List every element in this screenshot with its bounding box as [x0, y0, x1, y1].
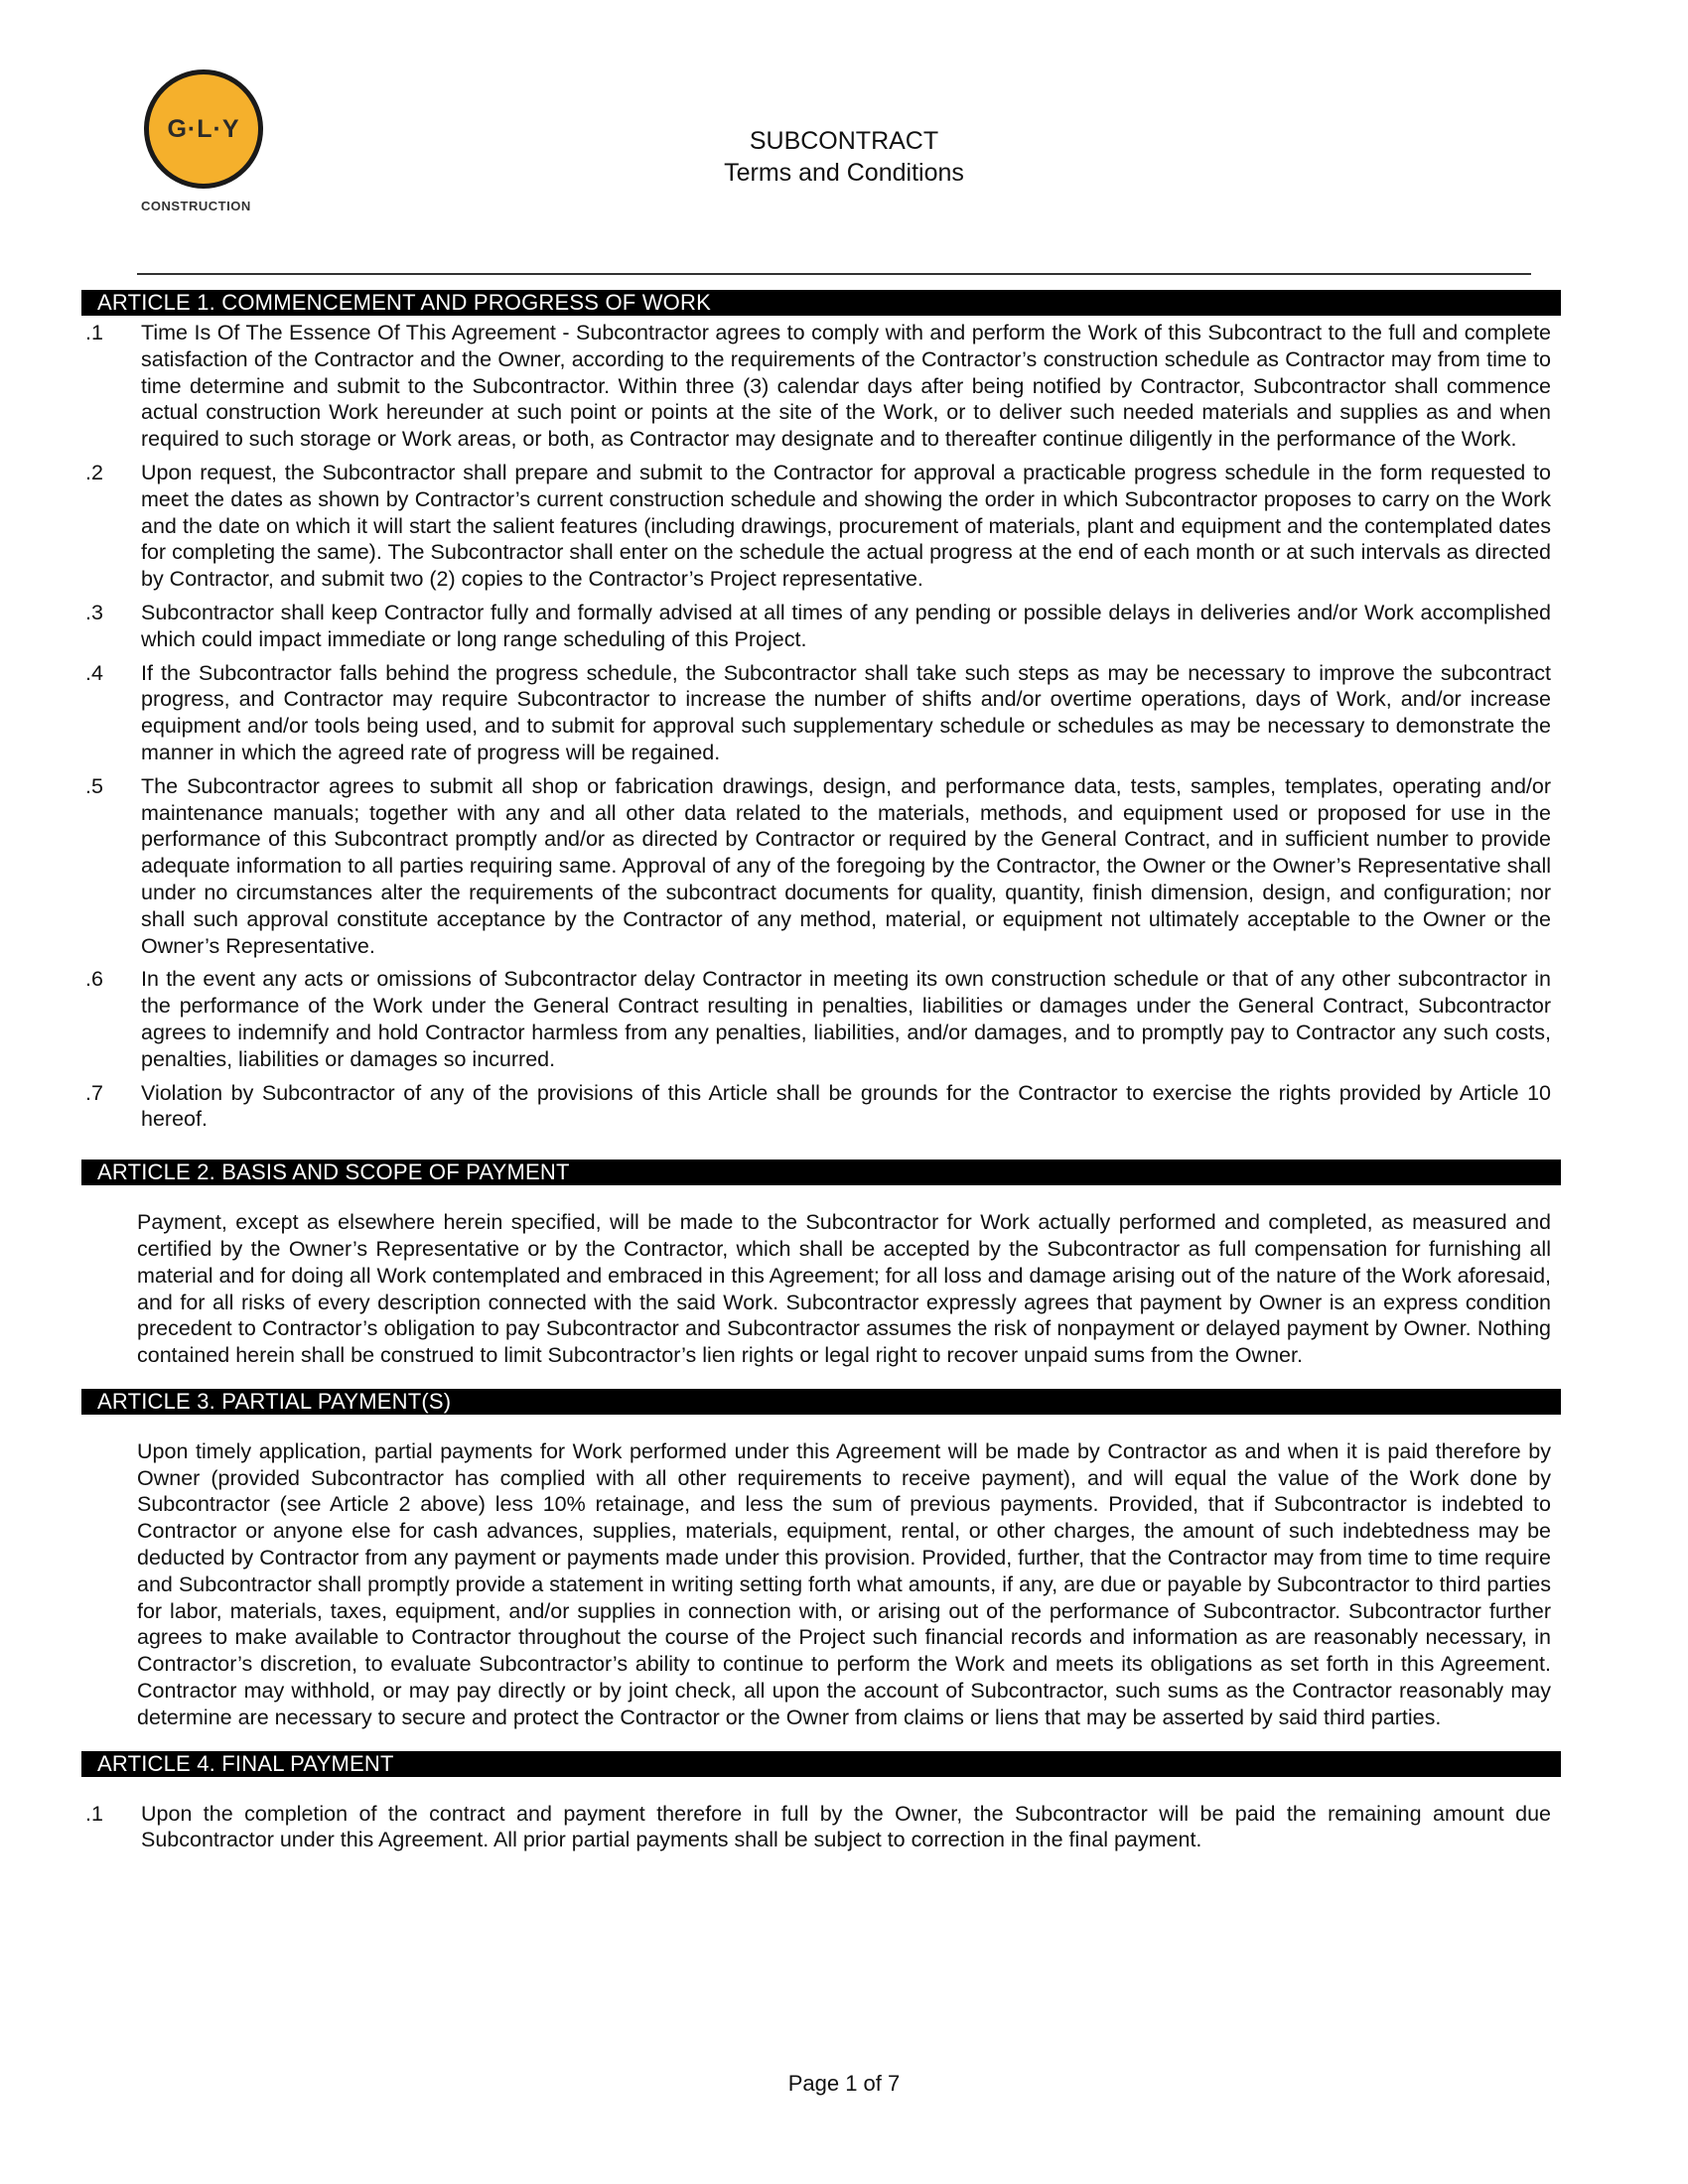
- spacer: [81, 1781, 1561, 1801]
- article-1-item-4: [81, 660, 1561, 766]
- article-1-item-3: [81, 600, 1561, 653]
- document-title: SUBCONTRACT: [749, 127, 939, 155]
- item-text: In the event any acts or omissions of Subcontractor delay Contractor in meeting its own construction schedule or that of any other subcontractor in the performance of the Work under the General Contract resulting in penalties, liabilities or damages under the General Contract, Subcontractor agrees to indemnify and hold Contractor harmless from any penalties, liabilities, and/or damages, and to promptly pay to Contractor any such costs, penalties, liabilities or damages so incurred.: [141, 967, 1551, 1071]
- article-4-heading: ARTICLE 4. FINAL PAYMENT: [81, 1751, 1561, 1777]
- item-number: .1: [85, 1801, 103, 1826]
- item-text: Subcontractor shall keep Contractor fully and formally advised at all times of any pending or possible delays in deliveries and/or Work accomplished which could impact immediate or long range scheduling of this Project.: [141, 600, 1551, 651]
- page-number: Page 1 of 7: [787, 2071, 901, 2096]
- article-2-heading: ARTICLE 2. BASIS AND SCOPE OF PAYMENT: [81, 1160, 1561, 1185]
- spacer: [81, 1369, 1561, 1389]
- spacer: [81, 1189, 1561, 1209]
- article-1-item-1: [81, 320, 1561, 453]
- logo-company-name: CONSTRUCTION: [141, 199, 251, 213]
- document-body: [81, 290, 1561, 1860]
- item-number: .1: [85, 321, 103, 344]
- spacer: [81, 1731, 1561, 1751]
- item-text: Violation by Subcontractor of any of the provisions of this Article shall be grounds for the Contractor to exercise the rights provided by Article 10 hereof.: [141, 1080, 1551, 1132]
- article-3-paragraph: Upon timely application, partial payments for Work performed under this Agreement will be made by Contractor as and when it is paid therefore by Owner (provided Subcontractor has complied with all other requirements to receive payment), and will equal the value of the Work done by Subcontractor (see Article 2 above) less 10% retainage, and less the sum of previous payments. Provided, that if Subcontractor is indebted to Contractor or anyone else for cash advances, supplies, materials, equipment, rental, or other charges, the amount of such indebtedness may be deducted by Contractor from any payment or payments made under this provision. Provided, further, that the Contractor may from time to time require and Subcontractor shall promptly provide a statement in writing setting forth what amounts, if any, are due or payable by Subcontractor to third parties for labor, materials, taxes, equipment, and/or supplies in connection with, or arising out of the performance of Subcontractor. Subcontractor further agrees to make available to Contractor throughout the course of the Project such financial records and information as are reasonably necessary, in Contractor’s discretion, to evaluate Subcontractor’s ability to continue to perform the Work and meets its obligations as set forth in this Agreement. Contractor may withhold, or may pay directly or by joint check, all upon the account of Subcontractor, such sums as the Contractor reasonably may determine are necessary to secure and protect the Contractor or the Owner from claims or liens that may be asserted by said third parties.: [137, 1438, 1551, 1729]
- document-subtitle: Terms and Conditions: [724, 159, 964, 187]
- article-1-item-5: [81, 773, 1561, 960]
- spacer: [81, 1140, 1561, 1160]
- article-1-item-7: [81, 1080, 1561, 1134]
- logo-initials: G·L·Y: [167, 114, 240, 143]
- header-divider: [137, 273, 1531, 275]
- article-3-heading: ARTICLE 3. PARTIAL PAYMENT(S): [81, 1389, 1561, 1415]
- item-number: .5: [85, 773, 103, 798]
- item-text: Time Is Of The Essence Of This Agreement - Subcontractor agrees to comply with and perform the Work of this Subcontract to the full and complete satisfaction of the Contractor and the Owner, according to the requirements of the Contractor’s construction schedule as Contractor may from time to time determine and submit to the Subcontractor. Within three (3) calendar days after being notified by Contractor, Subcontractor shall commence actual construction Work hereunder at such point or points at the site of the Work, or to deliver such needed materials and supplies as and when required to such storage or Work areas, or both, as Contractor may designate and to thereafter continue diligently in the performance of the Work.: [141, 321, 1551, 452]
- article-1-item-6: [81, 966, 1561, 1072]
- item-text: The Subcontractor agrees to submit all shop or fabrication drawings, design, and performance data, tests, samples, templates, operating and/or maintenance manuals; together with any and all other data related to the materials, methods, and equipment used or proposed for use in the performance of this Subcontract promptly and/or as directed by Contractor or required by the General Contract, and in sufficient number to provide adequate information to all parties requiring same. Approval of any of the foregoing by the Contractor, the Owner or the Owner’s Representative shall under no circumstances alter the requirements of the subcontract documents for quality, quantity, finish dimension, design, and configuration; nor shall such approval constitute acceptance by the Contractor of any method, material, or equipment not ultimately acceptable to the Owner or the Owner’s Representative.: [141, 773, 1551, 958]
- article-1-item-2: [81, 460, 1561, 593]
- item-number: .2: [85, 460, 103, 484]
- item-number: .3: [85, 600, 103, 624]
- item-number: .6: [85, 967, 103, 992]
- item-text: Upon request, the Subcontractor shall prepare and submit to the Contractor for approval a practicable progress schedule in the form requested to meet the dates as shown by Contractor’s current construction schedule and showing the order in which Subcontractor proposes to carry on the Work and the date on which it will start the salient features (including drawings, procurement of materials, plant and equipment and the contemplated dates for completing the same). The Subcontractor shall enter on the schedule the actual progress at the end of each month or at such intervals as directed by Contractor, and submit two (2) copies to the Contractor’s Project representative.: [141, 460, 1551, 592]
- article-4-item-1: [81, 1801, 1561, 1854]
- item-number: .7: [85, 1080, 103, 1105]
- item-text: If the Subcontractor falls behind the progress schedule, the Subcontractor shall take such steps as may be necessary to improve the subcontract progress, and Contractor may require Subcontractor to increase the number of shifts and/or overtime operations, days of Work, and/or increase equipment and/or tools being used, and to submit for approval such supplementary schedule or schedules as may be necessary to demonstrate the manner in which the agreed rate of progress will be regained.: [141, 660, 1551, 764]
- article-2-paragraph: Payment, except as elsewhere herein specified, will be made to the Subcontractor for Work actually performed and completed, as measured and certified by the Owner’s Representative or by the Contractor, which shall be accepted by the Subcontractor as full compensation for furnishing all material and for doing all Work contemplated and embraced in this Agreement; for all loss and damage arising out of the nature of the Work aforesaid, and for all risks of every description connected with the said Work. Subcontractor expressly agrees that payment by Owner is an express condition precedent to Contractor’s obligation to pay Subcontractor and Subcontractor assumes the risk of nonpayment or delayed payment by Owner. Nothing contained herein shall be construed to limit Subcontractor’s lien rights or legal right to recover unpaid sums from the Owner.: [137, 1210, 1551, 1368]
- spacer: [81, 1419, 1561, 1438]
- article-1-heading: ARTICLE 1. COMMENCEMENT AND PROGRESS OF WORK: [81, 290, 1561, 316]
- item-number: .4: [85, 660, 103, 685]
- item-text: Upon the completion of the contract and payment therefore in full by the Owner, the Subcontractor will be paid the remaining amount due Subcontractor under this Agreement. All prior partial payments shall be subject to correction in the final payment.: [141, 1801, 1551, 1852]
